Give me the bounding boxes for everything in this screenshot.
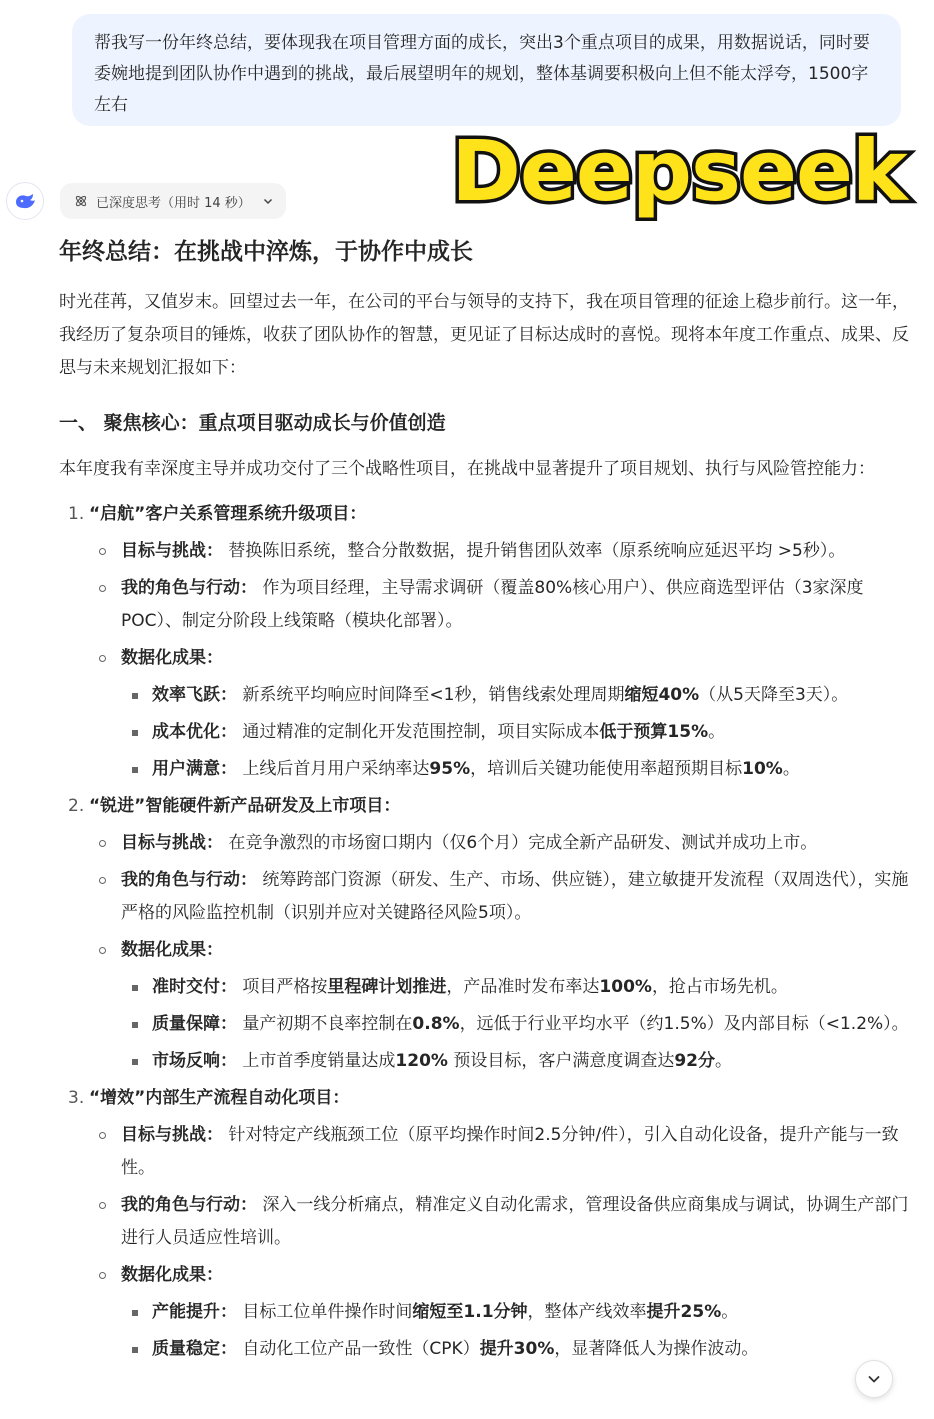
result-text: 量产初期不良率控制在 bbox=[242, 1014, 413, 1034]
result-item bbox=[121, 716, 909, 749]
project-title: “启航”客户关系管理系统升级项目： bbox=[89, 504, 367, 524]
project-item bbox=[59, 1082, 909, 1366]
goal-item bbox=[89, 1119, 909, 1185]
result-highlight: 10% bbox=[742, 759, 783, 779]
result-label: 效率飞跃： bbox=[152, 685, 237, 705]
project-title: “增效”内部生产流程自动化项目： bbox=[89, 1088, 350, 1108]
result-label: 质量稳定： bbox=[152, 1339, 237, 1359]
think-status-label: 已深度思考（用时 14 秒） bbox=[96, 195, 251, 211]
result-text: 新系统平均响应时间降至<1秒，销售线索处理周期 bbox=[242, 685, 625, 705]
chevron-down-icon bbox=[262, 195, 274, 207]
result-highlight: 0.8% bbox=[412, 1014, 460, 1034]
result-text: 自动化工位产品一致性（CPK） bbox=[242, 1339, 480, 1359]
result-item bbox=[121, 1008, 909, 1041]
deepseek-watermark bbox=[448, 122, 910, 238]
result-highlight: 缩短40% bbox=[624, 685, 700, 705]
result-highlight: 120% bbox=[395, 1051, 448, 1071]
result-text: ，显著降低人为操作波动。 bbox=[554, 1339, 759, 1359]
result-text: ，远低于行业平均水平（约1.5%）及内部目标（<1.2%）。 bbox=[459, 1014, 909, 1034]
results-label: 数据化成果： bbox=[121, 1265, 223, 1285]
result-text: 上线后首月用户采纳率达 bbox=[242, 759, 430, 779]
result-highlight: 100% bbox=[599, 977, 652, 997]
result-text: 。 bbox=[721, 1302, 739, 1322]
deep-think-toggle[interactable] bbox=[60, 183, 286, 219]
result-text: ，抢占市场先机。 bbox=[651, 977, 788, 997]
result-highlight: 92分 bbox=[674, 1051, 716, 1071]
role-item bbox=[89, 1189, 909, 1255]
goal-text: 替换陈旧系统，整合分散数据，提升销售团队效率（原系统响应延迟平均 >5秒）。 bbox=[228, 541, 846, 561]
user-prompt-text: 帮我写一份年终总结，要体现我在项目管理方面的成长，突出3个重点项目的成果，用数据说话，同时要委婉地提到团队协作中遇到的挑战，最后展望明年的规划，整体基调要积极向上但不能太浮夸，1500字左右 bbox=[94, 33, 870, 115]
result-text: ，整体产线效率 bbox=[527, 1302, 647, 1322]
result-label: 用户满意： bbox=[152, 759, 237, 779]
result-highlight: 95% bbox=[429, 759, 471, 779]
project-item bbox=[59, 498, 909, 786]
result-text: ，培训后关键功能使用率超预期目标 bbox=[470, 759, 743, 779]
section1-intro: 本年度我有幸深度主导并成功交付了三个战略性项目，在挑战中显著提升了项目规划、执行与风险管控能力： bbox=[59, 459, 875, 479]
result-item bbox=[121, 1333, 909, 1366]
project-list bbox=[59, 498, 909, 1366]
role-item bbox=[89, 572, 909, 638]
atom-icon bbox=[74, 194, 88, 208]
result-text: 预设目标，客户满意度调查达 bbox=[447, 1051, 675, 1071]
role-label: 我的角色与行动： bbox=[121, 1195, 257, 1215]
results-item bbox=[89, 934, 909, 1078]
scroll-to-bottom-button[interactable] bbox=[855, 1360, 893, 1398]
result-highlight: 提升30% bbox=[479, 1339, 555, 1359]
result-label: 准时交付： bbox=[152, 977, 237, 997]
doc-title: 年终总结：在挑战中淬炼，于协作中成长 bbox=[59, 239, 473, 265]
result-label: 产能提升： bbox=[152, 1302, 237, 1322]
results-item bbox=[89, 642, 909, 786]
goal-item bbox=[89, 827, 909, 860]
user-prompt-bubble bbox=[72, 14, 901, 126]
deepseek-avatar bbox=[6, 182, 44, 220]
project-number: 3. bbox=[68, 1088, 85, 1108]
goal-label: 目标与挑战： bbox=[121, 1125, 223, 1145]
result-item bbox=[121, 1296, 909, 1329]
result-text: 。 bbox=[708, 722, 726, 742]
results-label: 数据化成果： bbox=[121, 648, 223, 668]
result-text: 目标工位单件操作时间 bbox=[242, 1302, 413, 1322]
results-item bbox=[89, 1259, 909, 1366]
result-highlight: 缩短至1.1分钟 bbox=[412, 1302, 528, 1322]
result-text: 。 bbox=[715, 1051, 733, 1071]
result-item bbox=[121, 1045, 909, 1078]
response-content bbox=[59, 232, 909, 1370]
result-text: 项目严格按 bbox=[242, 977, 328, 997]
project-title: “锐进”智能硬件新产品研发及上市项目： bbox=[89, 796, 401, 816]
role-text: 作为项目经理，主导需求调研（覆盖80%核心用户）、供应商选型评估（3家深度POC）、制定分阶段上线策略（模块化部署）。 bbox=[121, 578, 864, 631]
result-text: 。 bbox=[782, 759, 800, 779]
result-label: 成本优化： bbox=[152, 722, 237, 742]
result-item bbox=[121, 971, 909, 1004]
watermark-text: Deepseek bbox=[451, 122, 907, 220]
result-text: （从5天降至3天）。 bbox=[699, 685, 849, 705]
project-item bbox=[59, 790, 909, 1078]
result-item bbox=[121, 753, 909, 786]
goal-label: 目标与挑战： bbox=[121, 541, 223, 561]
result-label: 质量保障： bbox=[152, 1014, 237, 1034]
chevron-down-icon bbox=[866, 1371, 882, 1387]
result-text: 通过精准的定制化开发范围控制，项目实际成本 bbox=[242, 722, 600, 742]
results-label: 数据化成果： bbox=[121, 940, 223, 960]
role-text: 深入一线分析痛点，精准定义自动化需求，管理设备供应商集成与调试，协调生产部门进行人员适应性培训。 bbox=[121, 1195, 909, 1248]
whale-logo-icon bbox=[13, 189, 37, 213]
role-label: 我的角色与行动： bbox=[121, 870, 257, 890]
result-item bbox=[121, 679, 909, 712]
role-text: 统筹跨部门资源（研发、生产、市场、供应链），建立敏捷开发流程（双周迭代），实施严格的风险监控机制（识别并应对关键路径风险5项）。 bbox=[121, 870, 909, 923]
goal-text: 针对特定产线瓶颈工位（原平均操作时间2.5分钟/件），引入自动化设备，提升产能与一致性。 bbox=[121, 1125, 899, 1178]
goal-text: 在竞争激烈的市场窗口期内（仅6个月）完成全新产品研发、测试并成功上市。 bbox=[228, 833, 818, 853]
result-highlight: 提升25% bbox=[646, 1302, 722, 1322]
result-highlight: 里程碑计划推进 bbox=[327, 977, 447, 997]
intro-paragraph: 时光荏苒，又值岁末。回望过去一年，在公司的平台与领导的支持下，我在项目管理的征途上稳步前行。这一年，我经历了复杂项目的锤炼，收获了团队协作的智慧，更见证了目标达成时的喜悦。现将本年度工作重点、成果、反思与未来规划汇报如下： bbox=[59, 292, 909, 378]
project-number: 1. bbox=[68, 504, 85, 524]
role-item bbox=[89, 864, 909, 930]
result-text: 上市首季度销量达成 bbox=[242, 1051, 396, 1071]
goal-label: 目标与挑战： bbox=[121, 833, 223, 853]
result-highlight: 低于预算15% bbox=[599, 722, 709, 742]
goal-item bbox=[89, 535, 909, 568]
role-label: 我的角色与行动： bbox=[121, 578, 257, 598]
result-text: ，产品准时发布率达 bbox=[446, 977, 600, 997]
project-number: 2. bbox=[68, 796, 85, 816]
section1-heading: 一、 聚焦核心：重点项目驱动成长与价值创造 bbox=[59, 412, 446, 434]
result-label: 市场反响： bbox=[152, 1051, 237, 1071]
